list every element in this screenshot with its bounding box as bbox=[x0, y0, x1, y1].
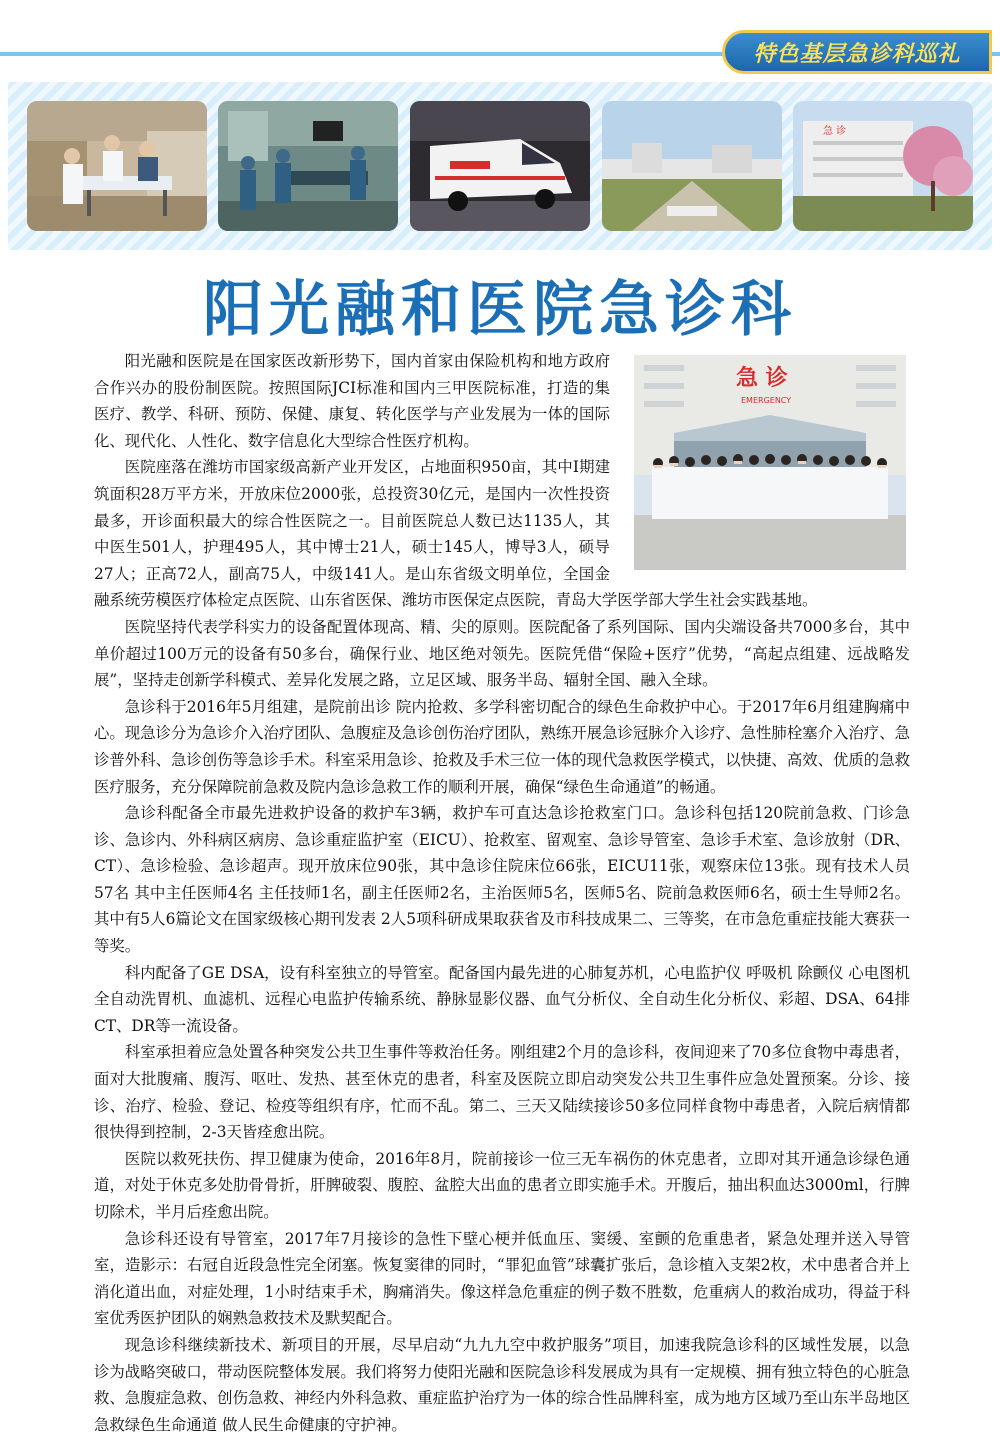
hero-sign-cn: 急 诊 bbox=[736, 366, 788, 391]
column-badge bbox=[722, 30, 992, 74]
paragraph: 阳光融和医院是在国家医改新形势下，国内首家由保险机构和地方政府合作兴办的股份制医院。按照国际JCI标准和国内三甲医院标准，打造的集医疗、教学、科研、预防、保健、康复、转化医学与产业发展为一体的国际化、现代化、人性化、数字信息化大型综合性医疗机构。 bbox=[94, 352, 610, 450]
page-title: 阳光融和医院急诊科 bbox=[203, 275, 797, 345]
photo-stretcher-corridor bbox=[27, 101, 207, 231]
paragraph: 急诊科还设有导管室，2017年7月接诊的急性下壁心梗并低血压、窦缓、室颤的危重患者，紧急处理并送入导管室，造影示：右冠自近段急性完全闭塞。恢复窦律的同时，“罪犯血管”球囊扩张后，急诊植入支架2枚，术中患者合并上消化道出血，对症处理，1小时结束手术，胸痛消失。像这样急危重症的例子数不胜数，危重病人的救治成功，得益于科室优秀医护团队的娴熟急救技术及默契配合。 bbox=[94, 1229, 910, 1328]
strip-sign-text: 急 诊 bbox=[823, 126, 847, 137]
photo-hospital-campus bbox=[602, 101, 782, 231]
photo-ambulance bbox=[410, 101, 590, 231]
paragraph: 医院以救死扶伤、捍卫健康为使命，2016年8月，院前接诊一位三无车祸伤的休克患者，立即对其开通急诊绿色通道，对处于休克多处肋骨骨折，肝脾破裂、腹腔、盆腔大出血的患者立即实施手术。开腹后，抽出积血达3000ml，行脾切除术，半月后痊愈出院。 bbox=[94, 1149, 910, 1221]
paragraph: 医院坚持代表学科实力的设备配置体现高、精、尖的原则。医院配备了系列国际、国内尖端设备共7000多台，其中单价超过100万元的设备有50多台，确保行业、地区绝对领先。医院凭借“保险+医疗”优势，“高起点组建、远战略发展”，坚持走创新学科模式、差异化发展之路，立足区域、服务半岛、辐射全国、融入全球。 bbox=[94, 617, 910, 690]
column-badge-text: 特色基层急诊科巡礼 bbox=[753, 41, 961, 67]
photo-operating-room bbox=[218, 101, 398, 231]
photo-float-space bbox=[620, 348, 910, 584]
paragraph: 科内配备了GE DSA，设有科室独立的导管室。配备国内最先进的心肺复苏机，心电监护仪 呼吸机 除颤仪 心电图机 全自动洗胃机、血滤机、远程心电监护传输系统、静脉显影仪器、血气分析仪、全自动生化分析仪、彩超、DSA、64排CT、DR等一流设备。 bbox=[94, 963, 910, 1035]
article-body bbox=[94, 348, 910, 1438]
paragraph: 现急诊科继续新技术、新项目的开展，尽早启动“九九九空中救护服务”项目，加速我院急诊科的区域性发展，以急诊为战略突破口，带动医院整体发展。我们将努力使阳光融和医院急诊科发展成为具有一定规模、拥有独立特色的心脏急救、急腹症急救、创伤急救、神经内外科急救、重症监护治疗为一体的综合性品牌科室，成为地方区域乃至山东半岛地区急救绿色生命通道 做人民生命健康的守护神。 bbox=[94, 1335, 910, 1434]
photo-emergency-building bbox=[793, 101, 973, 231]
paragraph: 急诊科配备全市最先进救护设备的救护车3辆，救护车可直达急诊抢救室门口。急诊科包括120院前急救、门诊急诊、急诊内、外科病区病房、急诊重症监护室（EICU）、抢救室、留观室、急诊导管室、急诊手术室、急诊放射（DR、CT）、急诊检验、急诊超声。现开放床位90张，其中急诊住院床位66张，EICU11张，观察床位13张。现有技术人员57名 其中主任医师4名 主任技师1名，副主任医师2名，主治医师5名，医师5名、院前急救医师6名，硕士生导师2名。其中有5人6篇论文在国家级核心期刊发表 2人5项科研成果取获省及市科技成果二、三等奖，在市急危重症技能大赛获一等奖。 bbox=[94, 804, 910, 956]
paragraph: 科室承担着应急处置各种突发公共卫生事件等救治任务。刚组建2个月的急诊科，夜间迎来了70多位食物中毒患者，面对大批腹痛、腹泻、呕吐、发热、甚至休克的患者，科室及医院立即启动突发公共卫生事件应急处置预案。分诊、接诊、治疗、检验、登记、检疫等组织有序，忙而不乱。第二、三天又陆续接诊50多位同样食物中毒患者，入院后病情都很快得到控制，2-3天皆痊愈出院。 bbox=[94, 1043, 910, 1142]
paragraph: 医院座落在潍坊市国家级高新产业开发区，占地面积950亩，其中Ⅰ期建筑面积28万平方米，开放床位2000张，总投资30亿元，是国内一次性投资最多，开诊面积最大的综合性医院之一。目前医院总人数已达1135人，其中医生501人，护理495人，其中博士21人，硕士145人，博导3人，硕导27人；正高72人，副高75人，中级141人。是山东省级文明单位，全国金融系统劳模医疗体检定点医院、山东省医保、潍坊市医保定点医院，青岛大学医学部大学生社会实践基地。 bbox=[94, 458, 818, 610]
paragraph: 急诊科于2016年5月组建，是院前出诊 院内抢救、多学科密切配合的绿色生命救护中心。于2017年6月组建胸痛中心。现急诊分为急诊介入治疗团队、急腹症及急诊创伤治疗团队，熟练开展急诊冠脉介入诊疗、急性肺栓塞介入治疗、急诊普外科、急诊创伤等急诊手术。科室采用急诊、抢救及手术三位一体的现代急救医学模式，以快捷、高效、优质的急救医疗服务，充分保障院前急救及院内急诊急救工作的顺利开展，确保“绿色生命通道”的畅通。 bbox=[94, 697, 910, 796]
hero-sign-en: EMERGENCY bbox=[741, 396, 792, 405]
